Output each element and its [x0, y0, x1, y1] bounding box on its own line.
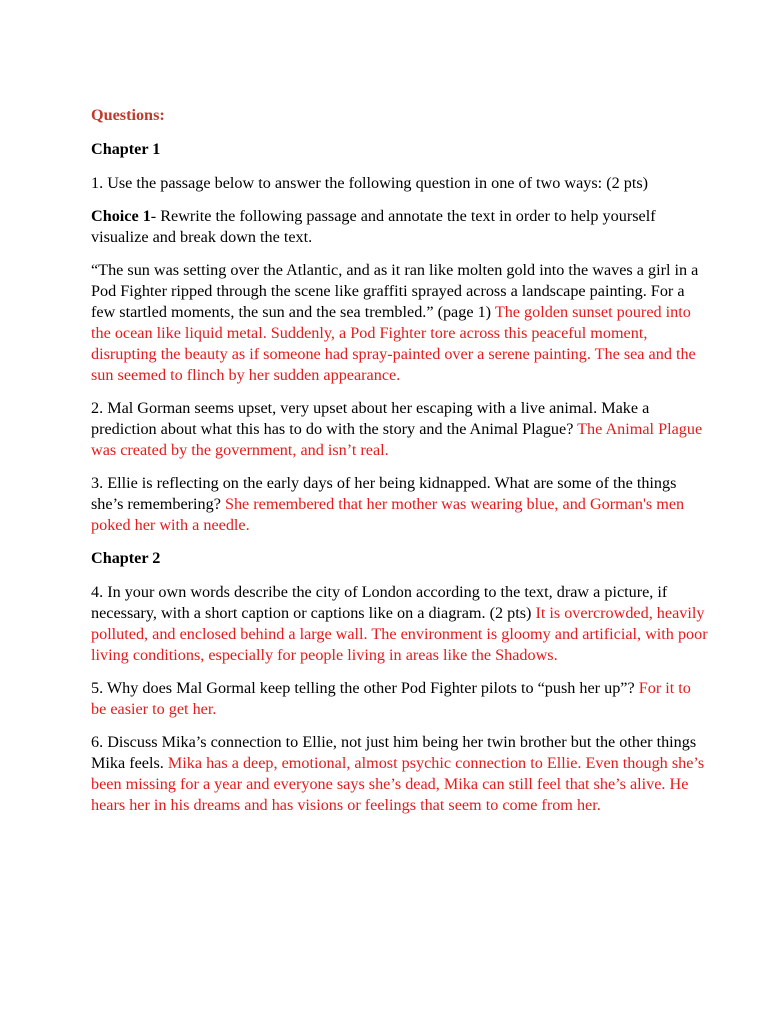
question-1-text: 1. Use the passage below to answer the following question in one of two ways: (2 pts) [91, 174, 649, 192]
question-2-answer: The Animal Plague was created by the government, and isn’t real. [91, 420, 703, 459]
question-4-answer: It is overcrowded, heavily polluted, and enclosed behind a large wall. The environment is gloomy and artificial, with poor living conditions, especially for people living in areas like the Shadows. [91, 604, 708, 664]
question-2-text: 2. Mal Gorman seems upset, very upset about her escaping with a live animal. Make a prediction about what this has to do with the story and the Animal Plague? [91, 399, 650, 438]
choice-1-label: Choice 1 [91, 207, 151, 225]
question-6-text: 6. Discuss Mika’s connection to Ellie, not just him being her twin brother but the other things Mika feels. [91, 733, 697, 772]
question-5-answer: For it to be easier to get her. [91, 679, 691, 718]
question-2 [91, 398, 708, 461]
passage [91, 260, 708, 386]
question-4-text: 4. In your own words describe the city of London according to the text, draw a picture, if necessary, with a short caption or captions like on a diagram. (2 pts) [91, 583, 668, 622]
question-5-text: 5. Why does Mal Gormal keep telling the other Pod Fighter pilots to “push her up”? [91, 679, 639, 697]
question-3-answer: She remembered that her mother was wearing blue, and Gorman's men poked her with a needle. [91, 495, 685, 534]
chapter-1-title: Chapter 1 [91, 140, 161, 158]
passage-answer: The golden sunset poured into the ocean like liquid metal. Suddenly, a Pod Fighter tore across this peaceful moment, disrupting the beauty as if someone had spray-painted over a serene painting. The sea and the sun seemed to flinch by her sudden appearance. [91, 303, 696, 384]
question-6 [91, 732, 708, 816]
question-1 [91, 173, 708, 194]
choice-1-text: - Rewrite the following passage and annotate the text in order to help yourself visualize and break down the text. [91, 207, 656, 246]
question-4 [91, 582, 708, 666]
question-3 [91, 473, 708, 536]
passage-quote: “The sun was setting over the Atlantic, and as it ran like molten gold into the waves a girl in a Pod Fighter ripped through the scene like graffiti sprayed across a landscape painting. For a few startled moments, the sun and the sea trembled.” (page 1) [91, 261, 699, 321]
questions-heading: Questions: [91, 106, 165, 124]
question-3-text: 3. Ellie is reflecting on the early days of her being kidnapped. What are some of the things she’s remembering? [91, 474, 677, 513]
choice-1 [91, 206, 708, 248]
chapter-2-title: Chapter 2 [91, 549, 161, 567]
question-5 [91, 678, 708, 720]
question-6-answer: Mika has a deep, emotional, almost psychic connection to Ellie. Even though she’s been missing for a year and everyone says she’s dead, Mika can still feel that she’s alive. He hears her in his dreams and has visions or feelings that seem to come from her. [91, 754, 705, 814]
